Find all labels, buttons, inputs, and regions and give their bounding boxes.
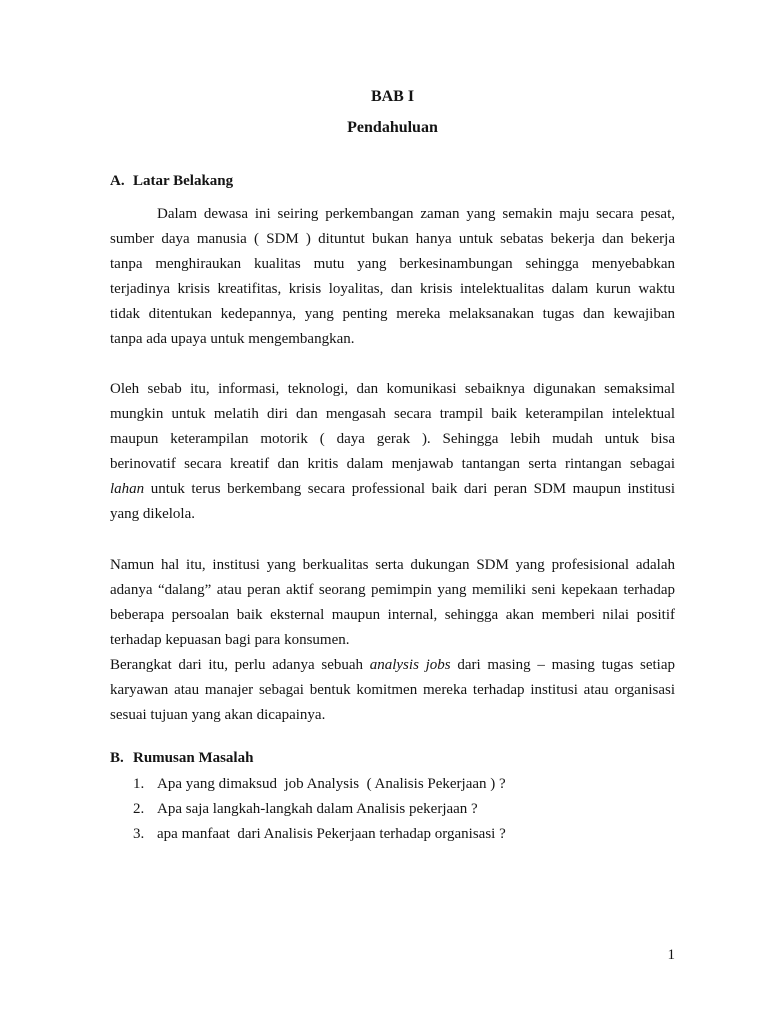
- paragraph: [110, 653, 675, 728]
- paragraph-line: Namun hal itu, institusi yang berkualitas serta dukungan SDM yang profesisional adalah: [110, 557, 675, 573]
- problem-list: [133, 772, 675, 847]
- paragraph-line: mungkin untuk melatih diri dan mengasah secara trampil baik keterampilan intelektual: [110, 406, 675, 422]
- paragraph-line: karyawan atau manajer sebagai bentuk komitmen mereka terhadap institusi atau organisasi: [110, 682, 675, 698]
- line-text: untuk terus berkembang secara professional baik dari peran SDM maupun institusi: [144, 481, 675, 497]
- section-label: B.: [110, 750, 124, 766]
- paragraph-line: sumber daya manusia ( SDM ) dituntut bukan hanya untuk sebatas bekerja dan bekerja: [110, 231, 675, 247]
- paragraph-line: [110, 477, 675, 502]
- paragraph-line: Dalam dewasa ini seiring perkembangan zaman yang semakin maju secara pesat,: [157, 206, 675, 222]
- chapter-title: Pendahuluan: [347, 119, 438, 136]
- line-text: dari masing – masing tugas setiap: [450, 657, 675, 673]
- list-text: Apa yang dimaksud job Analysis ( Analisis Pekerjaan ) ?: [157, 776, 506, 792]
- paragraph-line: tanpa menghiraukan kualitas mutu yang berkesinambungan sehingga menyebabkan: [110, 256, 675, 272]
- paragraph-line: beberapa persoalan baik eksternal maupun internal, sehingga akan memberi nilai positif: [110, 607, 675, 623]
- list-text: apa manfaat dari Analisis Pekerjaan terhadap organisasi ?: [157, 826, 506, 842]
- page-number: 1: [667, 947, 675, 963]
- list-number: 2.: [133, 801, 145, 817]
- paragraph-line: yang dikelola.: [110, 506, 195, 522]
- paragraph: [110, 377, 675, 527]
- section-title: Latar Belakang: [133, 173, 234, 189]
- paragraph-line: terjadinya krisis kreatifitas, krisis loyalitas, dan krisis intelektualitas dalam kurun waktu: [110, 281, 675, 297]
- section-heading-rumusan-masalah: [110, 746, 675, 771]
- paragraph-line: Oleh sebab itu, informasi, teknologi, dan komunikasi sebaiknya digunakan semaksimal: [110, 381, 675, 397]
- section-label: A.: [110, 173, 125, 189]
- list-item: [133, 822, 675, 847]
- list-number: 3.: [133, 826, 145, 842]
- paragraph-line: tanpa ada upaya untuk mengembangkan.: [110, 331, 355, 347]
- paragraph: [110, 202, 675, 352]
- paragraph-line: adanya “dalang” atau peran aktif seorang pemimpin yang memiliki seni kepekaan terhadap: [110, 582, 675, 598]
- paragraph-line: [110, 653, 675, 678]
- section-heading-latar-belakang: [110, 169, 675, 194]
- paragraph-line: terhadap kepuasan bagi para konsumen.: [110, 632, 350, 648]
- paragraph-line: berinovatif secara kreatif dan kritis dalam menjawab tantangan serta rintangan sebagai: [110, 456, 675, 472]
- chapter-label: BAB I: [370, 88, 415, 105]
- list-item: [133, 772, 675, 797]
- list-text: Apa saja langkah-langkah dalam Analisis pekerjaan ?: [157, 801, 478, 817]
- paragraph-line: tidak ditentukan kedepannya, yang penting mereka melaksanakan tugas dan kewajiban: [110, 306, 675, 322]
- section-title: Rumusan Masalah: [133, 750, 254, 766]
- line-text: Berangkat dari itu, perlu adanya sebuah: [110, 657, 370, 673]
- list-number: 1.: [133, 776, 145, 792]
- italic-text: analysis jobs: [369, 657, 451, 673]
- paragraph-line: maupun keterampilan motorik ( daya gerak ). Sehingga lebih mudah untuk bisa: [110, 431, 675, 447]
- list-item: [133, 797, 675, 822]
- italic-text: lahan: [110, 481, 145, 497]
- paragraph: [110, 553, 675, 653]
- paragraph-line: sesuai tujuan yang akan dicapainya.: [110, 707, 326, 723]
